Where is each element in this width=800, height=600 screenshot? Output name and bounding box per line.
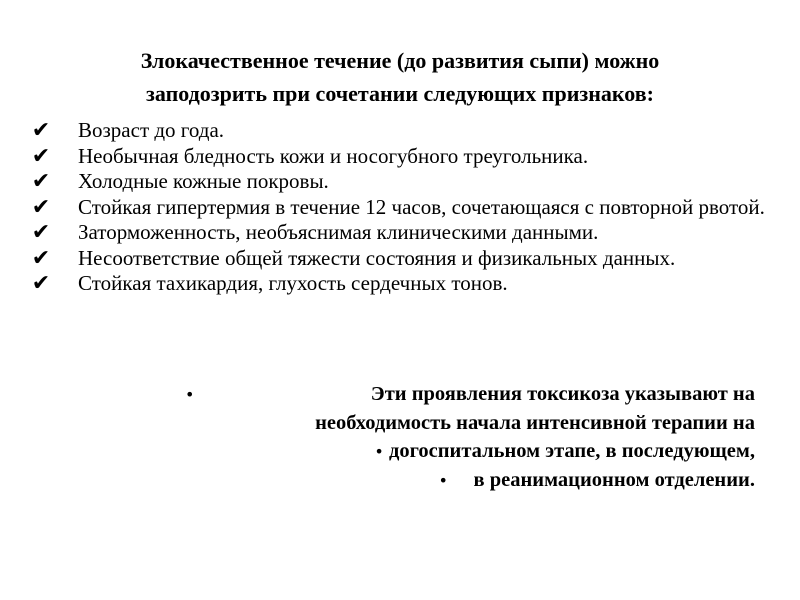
checkmark-icon: ✔ [31, 118, 51, 143]
summary-item [150, 437, 755, 466]
bullet-icon: • [185, 385, 195, 404]
sign-text: Заторможенность, необъяснимая клиническими данными. [78, 220, 599, 244]
sign-text: Стойкая гипертермия в течение 12 часов, сочетающаяся с повторной рвотой. [78, 194, 765, 219]
checkmark-icon: ✔ [31, 271, 51, 296]
sign-text: Возраст до года. [78, 118, 225, 142]
sign-text: Несоответствие общей тяжести состояния и физикальных данных. [78, 245, 676, 270]
sign-item [26, 171, 766, 192]
sign-item [26, 245, 766, 271]
checkmark-icon: ✔ [31, 194, 51, 220]
title-line-2: заподозрить при сочетании следующих признаков: [146, 81, 654, 106]
sign-item [26, 143, 766, 169]
summary-text: догоспитальном этапе, в последующем, [388, 440, 755, 462]
sign-text: Необычная бледность кожи и носогубного треугольника. [78, 143, 589, 168]
signs-checklist [26, 120, 766, 299]
checkmark-icon: ✔ [31, 245, 51, 271]
summary-item [150, 466, 755, 495]
summary-list [150, 380, 755, 495]
sign-item [26, 273, 766, 294]
summary-text: в реанимационном отделении. [473, 469, 755, 491]
checkmark-icon: ✔ [31, 143, 51, 169]
summary-item-1-first-line [150, 380, 755, 409]
bullet-icon: • [438, 471, 448, 490]
bullet-icon: • [374, 442, 384, 461]
sign-text: Холодные кожные покровы. [78, 169, 329, 193]
sign-item [26, 120, 766, 141]
summary-text: необходимость начала интенсивной терапии на [315, 412, 755, 434]
sign-item [26, 222, 766, 243]
sign-text: Стойкая тахикардия, глухость сердечных тонов. [78, 271, 508, 295]
sign-item [26, 194, 766, 220]
checkmark-icon: ✔ [31, 169, 51, 194]
title-line-1: Злокачественное течение (до развития сыпи) можно [140, 48, 660, 73]
summary-text: Эти проявления токсикоза указывают на [370, 383, 755, 405]
summary-item [150, 380, 755, 437]
checkmark-icon: ✔ [31, 220, 51, 245]
slide-title [40, 44, 760, 110]
